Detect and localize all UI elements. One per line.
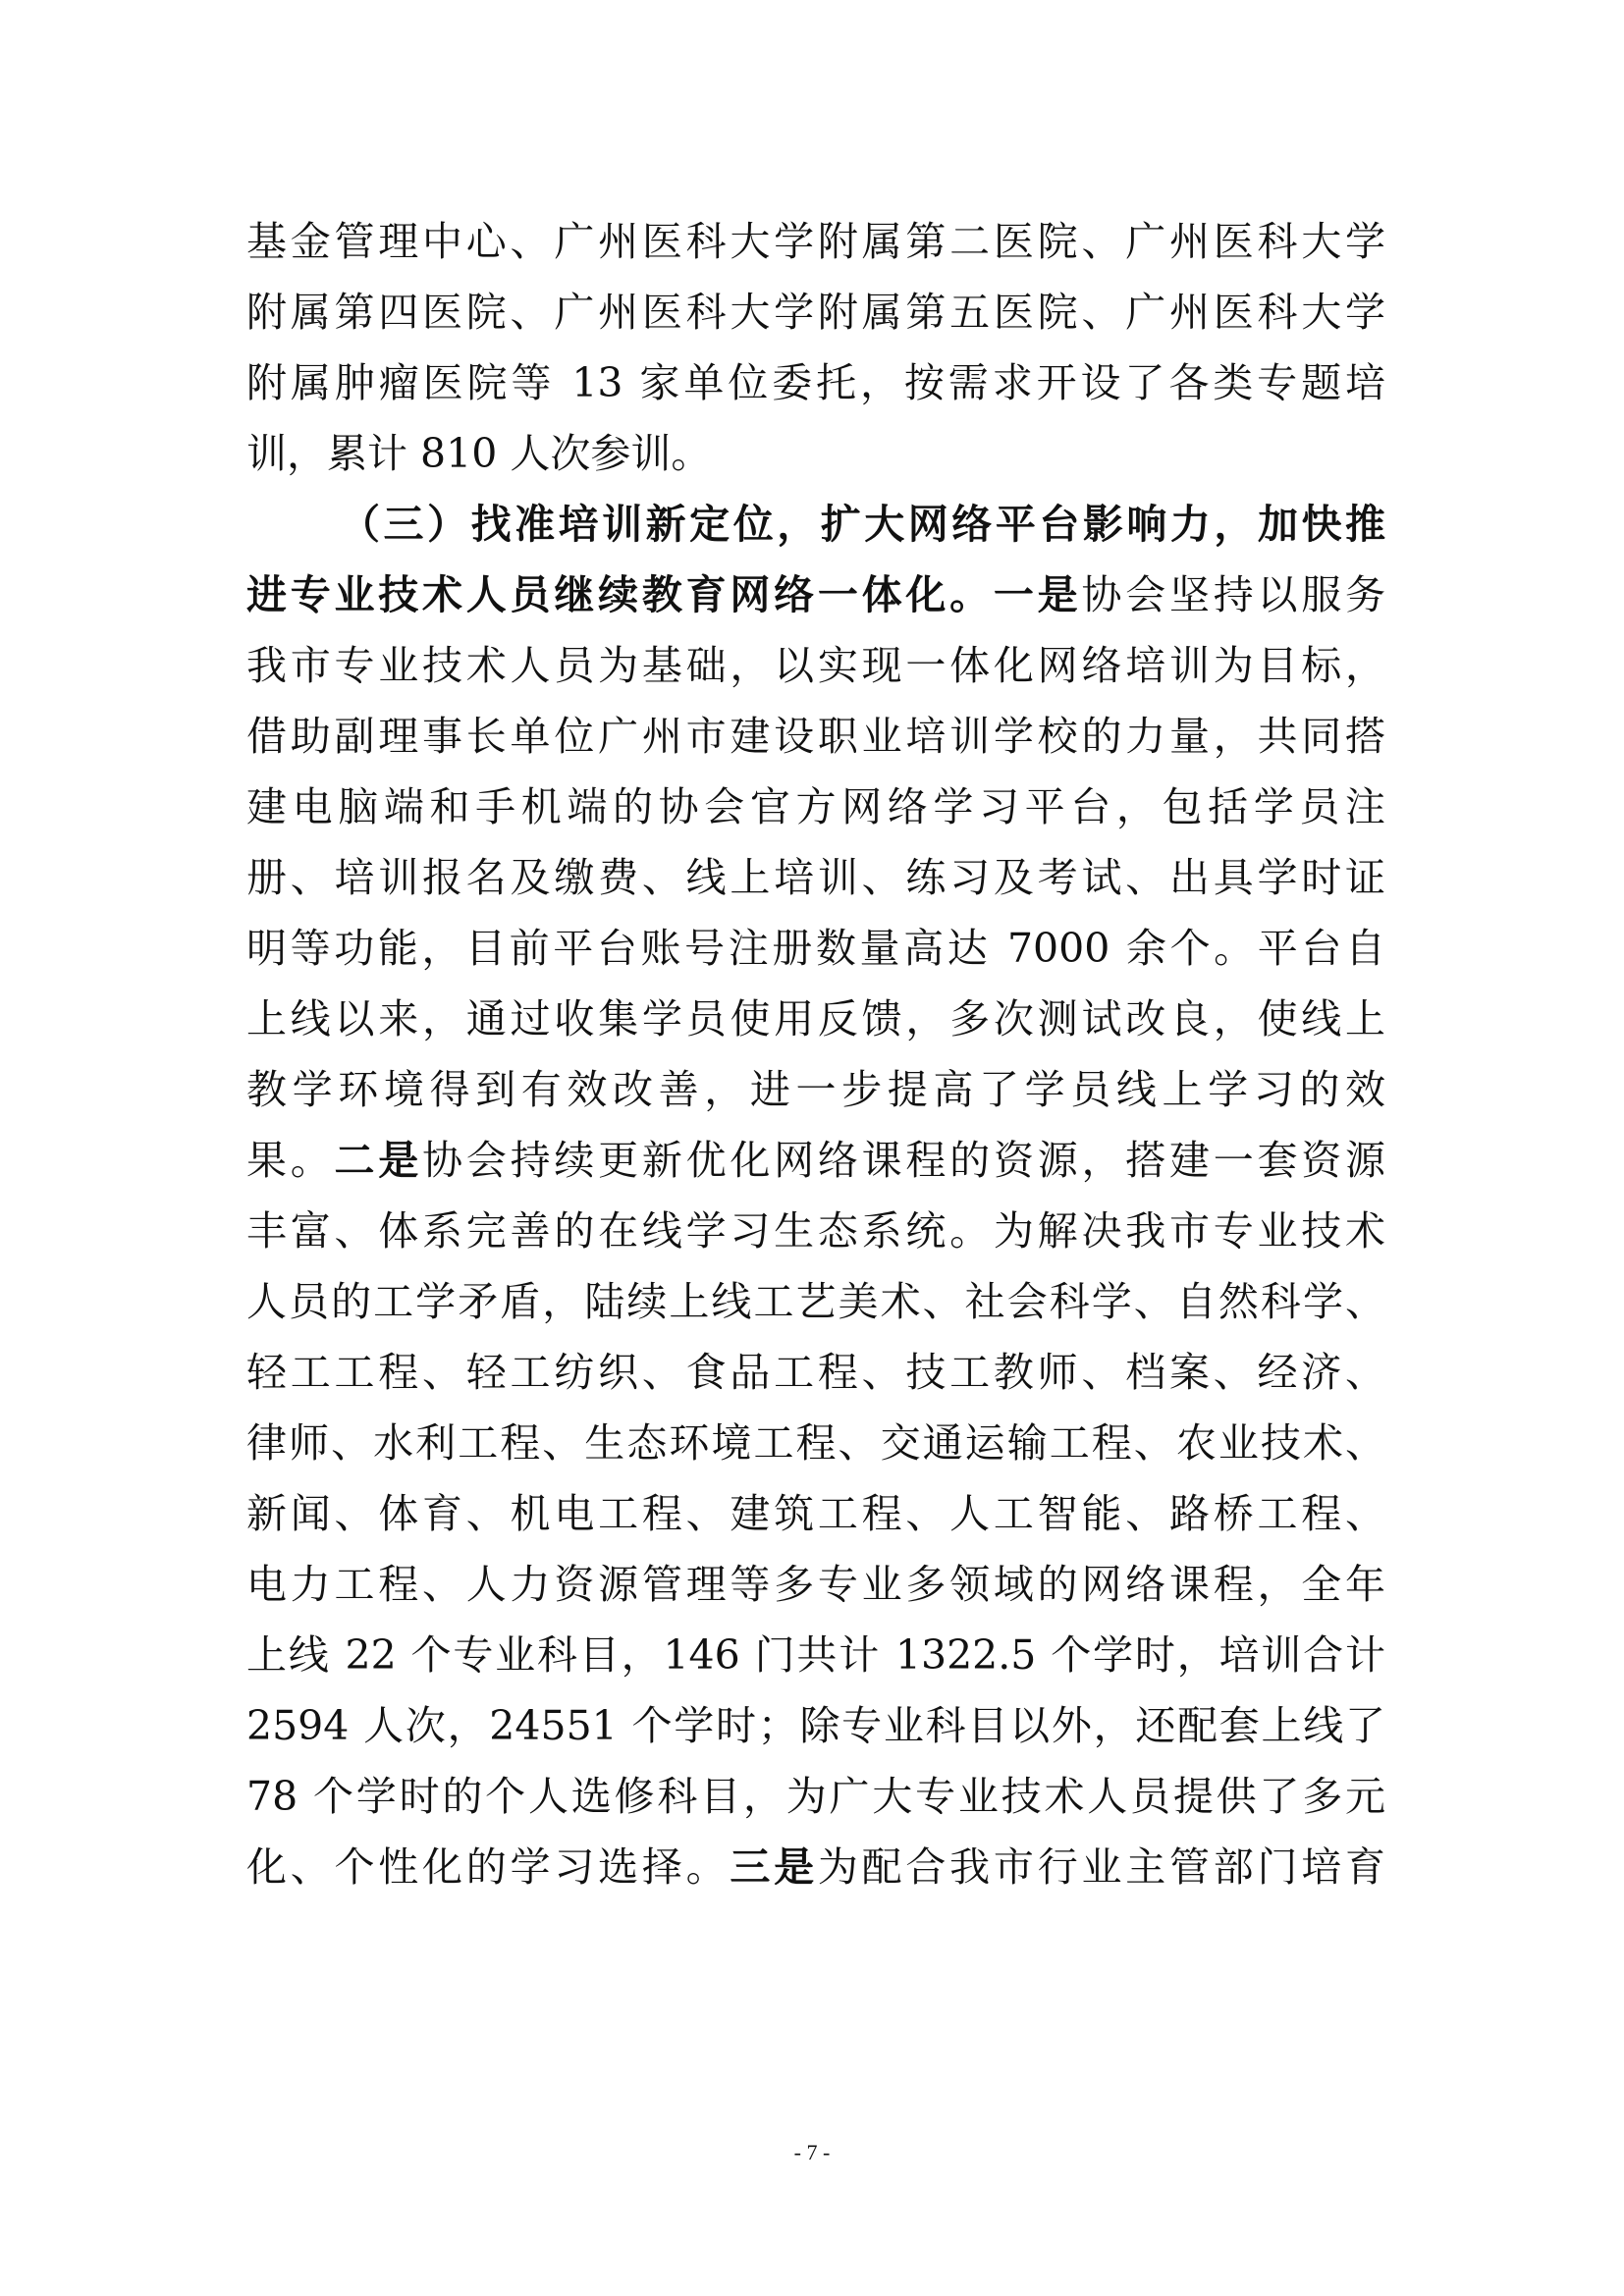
text-line: 上线以来，通过收集学员使用反馈，多次测试改良，使线上 <box>246 995 1385 1042</box>
text-line: 册、培训报名及缴费、线上培训、练习及考试、出具学时证 <box>246 854 1385 901</box>
point-label: 三是 <box>730 1843 818 1891</box>
text-run: 化、个性化的学习选择。 <box>246 1843 731 1891</box>
text-line: 丰富、体系完善的在线学习生态系统。为解决我市专业技术 <box>246 1207 1385 1255</box>
text-line: 上线 22 个专业科目，146 门共计 1322.5 个学时，培训合计 <box>246 1631 1385 1679</box>
text-line: 78 个学时的个人选修科目，为广大专业技术人员提供了多元 <box>246 1773 1385 1820</box>
text-run: 协会持续更新优化网络课程的资源，搭建一套资源 <box>422 1137 1386 1184</box>
point-label: 一是 <box>993 571 1082 618</box>
page-number: - 7 - <box>793 2140 831 2164</box>
text-line <box>246 560 1385 630</box>
text-line: 借助副理事长单位广州市建设职业培训学校的力量，共同搭 <box>246 713 1385 760</box>
text-run: 果。 <box>246 1137 335 1184</box>
text-line: 我市专业技术人员为基础，以实现一体化网络培训为目标， <box>246 642 1385 689</box>
text-line: 明等功能，目前平台账号注册数量高达 7000 余个。平台自 <box>246 925 1385 972</box>
text-line: 人员的工学矛盾，陆续上线工艺美术、社会科学、自然科学、 <box>246 1278 1385 1325</box>
text-line: 附属肿瘤医院等 13 家单位委托，按需求开设了各类专题培 <box>246 359 1385 406</box>
text-line: 教学环境得到有效改善，进一步提高了学员线上学习的效 <box>246 1066 1385 1113</box>
text-line <box>246 1125 1385 1196</box>
text-line: 建电脑端和手机端的协会官方网络学习平台，包括学员注 <box>246 783 1385 830</box>
point-label: 二是 <box>334 1137 423 1184</box>
text-line: 轻工工程、轻工纺织、食品工程、技工教师、档案、经济、 <box>246 1349 1385 1396</box>
text-run: 为配合我市行业主管部门培育 <box>817 1843 1386 1891</box>
text-line: 附属第四医院、广州医科大学附属第五医院、广州医科大学 <box>246 289 1385 336</box>
text-line: 电力工程、人力资源管理等多专业多领域的网络课程，全年 <box>246 1561 1385 1608</box>
text-line <box>246 1832 1385 1902</box>
text-run: 协会坚持以服务 <box>1081 571 1386 618</box>
text-line: 新闻、体育、机电工程、建筑工程、人工智能、路桥工程、 <box>246 1490 1385 1537</box>
section-heading-line: （三）找准培训新定位，扩大网络平台影响力，加快推 <box>340 501 1385 548</box>
text-line: 基金管理中心、广州医科大学附属第二医院、广州医科大学 <box>246 218 1385 265</box>
text-line: 2594 人次，24551 个学时；除专业科目以外，还配套上线了 <box>246 1702 1385 1749</box>
body-text <box>246 206 1385 1902</box>
text-line: 律师、水利工程、生态环境工程、交通运输工程、农业技术、 <box>246 1419 1385 1467</box>
text-line: 训，累计 810 人次参训。 <box>246 430 712 477</box>
section-heading-end: 进专业技术人员继续教育网络一体化。 <box>246 571 994 618</box>
